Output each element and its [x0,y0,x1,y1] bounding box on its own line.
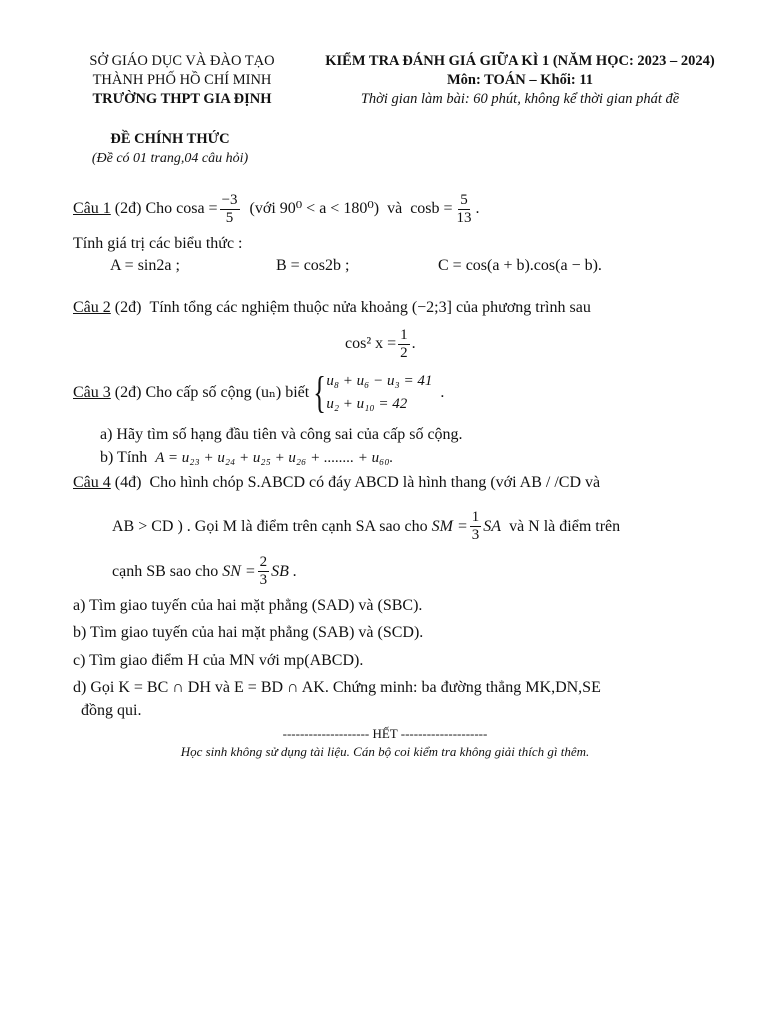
q3-eq2: u₂ + u₁₀ = 42 [326,396,408,412]
q4-text2b: và N là điểm trên [509,517,621,535]
q4-part-a: a) Tìm giao tuyến của hai mặt phẳng (SAD) và (SBC). [73,597,423,614]
q4-sm-tail: SA [483,517,502,535]
q4-line2 [112,509,620,544]
q4-points: (4đ) [114,474,142,491]
q3-line1: Câu 3 (2đ) Cho cấp số cộng (uₙ) biết { u₈ + u₆ − u₃ = 41 u₂ + u₁₀ = 42 . [73,368,445,417]
q1-cho: Cho [145,200,173,218]
q4-frac-sm: $\frac{1}{3}$ [471,509,480,543]
q3-part-b-expr: A = u₂₃ + u₂₄ + u₂₅ + u₂₆ + ........ + u₆₀. [155,450,394,466]
q2-equation: cos² x = $\frac{1}{2}$ . [345,327,416,361]
q1-expr-b: B = cos2b ; [276,257,350,274]
q1-frac-a: $\frac{-3}{5}$ [221,192,238,226]
q4-line3 [112,554,297,589]
city-name: THÀNH PHỐ HỒ CHÍ MINH [92,72,272,88]
q3-system: { u₈ + u₆ − u₃ = 41 u₂ + u₁₀ = 42 [313,368,433,417]
school-name: TRƯỜNG THPT GIA ĐỊNH [92,91,272,107]
q1-frac-b: $\frac{5}{13}$ [456,192,472,226]
q3-text: Cho cấp số cộng (uₙ) biết [145,384,310,401]
q1-tinh: Tính giá trị các biểu thức : [73,235,243,252]
q4-text2a: AB > CD ) . Gọi M là điểm trên cạnh SA sao cho [112,517,428,535]
q3-eq1: u₈ + u₆ − u₃ = 41 [326,373,433,389]
footer-note: Học sinh không sử dụng tài liệu. Cán bộ coi kiểm tra không giải thích gì thêm. [180,744,590,759]
subject-line: Môn: TOÁN – Khối: 11 [446,72,594,88]
exam-title: KIỂM TRA ĐÁNH GIÁ GIỮA KÌ 1 (NĂM HỌC: 2023 – 2024) [325,53,715,69]
q1-cosa: cosa = [176,200,218,218]
time-line: Thời gian làm bài: 60 phút, không kể thời gian phát đề [360,91,680,107]
q4-sn-tail: SB . [271,562,297,580]
q4-part-c: c) Tìm giao điểm H của MN với mp(ABCD). [73,652,364,669]
q4-part-d1: d) Gọi K = BC ∩ DH và E = BD ∩ AK. Chứng minh: ba đường thẳng MK,DN,SE [73,679,601,696]
q2-label: Câu 2 [73,299,111,316]
q4-text1: Cho hình chóp S.ABCD có đáy ABCD là hình thang (với AB / /CD và [149,474,601,491]
end-marker: -------------------- HẾT -------------------- [282,726,488,741]
q1-line1: Câu 1 (2đ) Cho cosa = $\frac{-3}{5}$ (với 90⁰ < a < 180⁰) và cosb = $\frac{5}{13}$ . [73,192,480,226]
q3-part-b-prefix: b) Tính [100,449,148,466]
header-left [62,52,302,109]
q2-text: Tính tổng các nghiệm thuộc nửa khoảng (−2;3] của phương trình sau [149,299,591,316]
q4-label: Câu 4 [73,474,111,491]
q4-text3a: cạnh SB sao cho [112,562,219,580]
q2-points: (2đ) [114,299,142,316]
q1-points: (2đ) [114,200,142,218]
q4-sm: SM = [431,517,468,535]
q1-and: và [387,200,403,218]
q3-points: (2đ) [114,384,142,401]
q3-label: Câu 3 [73,384,111,401]
q4-line1 [73,473,600,493]
q4-sn: SN = [222,562,256,580]
q4-part-b: b) Tìm giao tuyến của hai mặt phẳng (SAB) và (SCD). [73,624,424,641]
q2-line1 [73,298,591,318]
q4-part-d2: đồng qui. [81,702,142,719]
q3-part-b [100,448,393,468]
dept-name: SỞ GIÁO DỤC VÀ ĐÀO TẠO [89,53,275,69]
official-block [60,130,280,168]
q1-label: Câu 1 [73,200,111,218]
q3-part-a: a) Hãy tìm số hạng đầu tiên và công sai của cấp số cộng. [100,426,463,443]
q4-frac-sn: $\frac{2}{3}$ [259,554,268,588]
q1-cosb: cosb = [410,200,453,218]
q1-expr-c: C = cos(a + b).cos(a − b). [438,257,602,274]
official-note: (Đề có 01 trang,04 câu hỏi) [91,151,249,166]
header-right [300,52,740,109]
q1-condition: (với 90⁰ < a < 180⁰) [249,200,380,218]
q1-expr-a: A = sin2a ; [110,257,180,274]
official-title: ĐỀ CHÍNH THỨC [110,131,230,147]
q2-eq-left: cos² x = [345,335,397,353]
q2-frac: $\frac{1}{2}$ [400,327,408,361]
